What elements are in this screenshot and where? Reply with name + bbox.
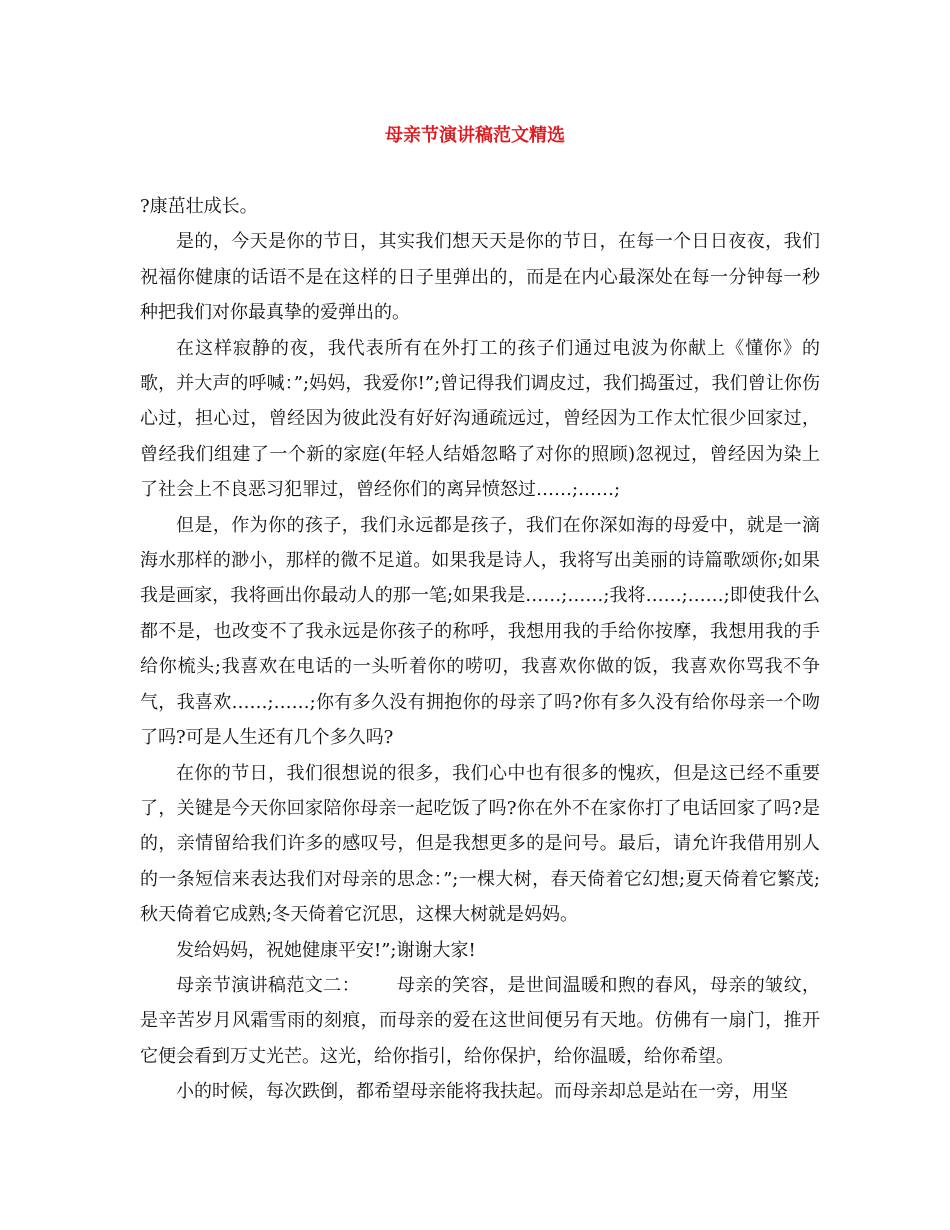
paragraph-3: 在这样寂静的夜，我代表所有在外打工的孩子们通过电波为你献上《懂你》的歌，并大声的呼喊：”;妈妈，我爱你!”;曾记得我们调皮过，我们捣蛋过，我们曾让你伤心过，担心过，曾经因为彼此没有好好沟通疏远过，曾经因为工作太忙很少回家过，曾经我们组建了一个新的家庭(年轻人结婚忽略了对你的照顾)忽视过，曾经因为染上了社会上不良恶习犯罪过，曾经你们的离异愤怒过……;……;: [140, 337, 820, 501]
document-body: [140, 189, 820, 1110]
paragraph-1: ?康茁壮成长。: [140, 196, 258, 217]
paragraph-7: 母亲节演讲稿范文二： 母亲的笑容，是世间温暖和煦的春风，母亲的皱纹，是辛苦岁月风霜雪雨的刻痕，而母亲的爱在这世间便另有天地。仿佛有一扇门，推开它便会看到万丈光芒。这光，给你指引，给你保护，给你温暖，给你希望。: [140, 974, 820, 1067]
paragraph-8: 小的时候，每次跌倒，都希望母亲能将我扶起。而母亲却总是站在一旁，用坚: [176, 1081, 788, 1103]
document-title: 母亲节演讲稿范文精选: [385, 125, 565, 146]
paragraph-5: 在你的节日，我们很想说的很多，我们心中也有很多的愧疚，但是这已经不重要了，关键是今天你回家陪你母亲一起吃饭了吗?你在外不在家你打了电话回家了吗?是的，亲情留给我们许多的感叹号，但是我想更多的是问号。最后，请允许我借用别人的一条短信来表达我们对母亲的思念：”;一棵大树，春天倚着它幻想;夏天倚着它繁茂;秋天倚着它成熟;冬天倚着它沉思，这棵大树就是妈妈。: [140, 762, 820, 926]
paragraph-6: 发给妈妈，祝她健康平安!”;谢谢大家!: [176, 939, 476, 961]
paragraph-2: 是的，今天是你的节日，其实我们想天天是你的节日，在每一个日日夜夜，我们祝福你健康的话语不是在这样的日子里弹出的，而是在内心最深处在每一分钟每一秒种把我们对你最真挚的爱弹出的。: [140, 231, 820, 324]
paragraph-4: 但是，作为你的孩子，我们永远都是孩子，我们在你深如海的母爱中，就是一滴海水那样的渺小，那样的微不足道。如果我是诗人，我将写出美丽的诗篇歌颂你;如果我是画家，我将画出你最动人的那一笔;如果我是……;……;我将……;……;即使我什么都不是，也改变不了我永远是你孩子的称呼，我想用我的手给你按摩，我想用我的手给你梳头;我喜欢在电话的一头听着你的唠叨，我喜欢你做的饭，我喜欢你骂我不争气，我喜欢……;……;你有多久没有拥抱你的母亲了吗?你有多久没有给你母亲一个吻了吗?可是人生还有几个多久吗?: [140, 514, 820, 749]
